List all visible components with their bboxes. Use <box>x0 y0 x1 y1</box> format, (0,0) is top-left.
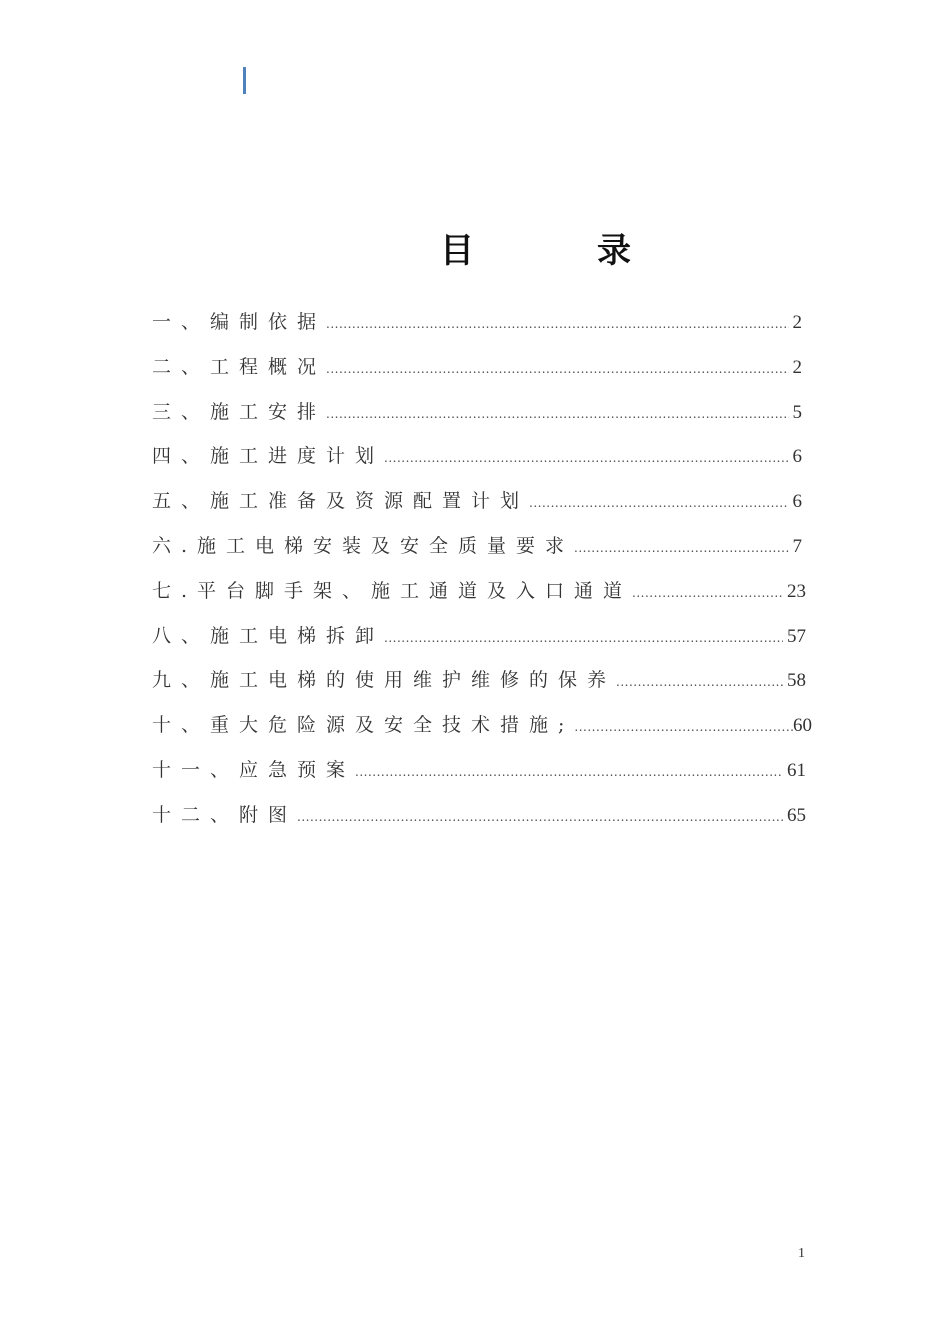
toc-entry-page: 7 <box>792 535 802 557</box>
toc-leader-dots <box>384 616 783 661</box>
toc-entry-label: 九、施工电梯的使用维护维修的保养 <box>152 669 617 692</box>
toc-title-part2: 录 <box>597 231 631 271</box>
toc-entry-page: 23 <box>787 580 806 602</box>
toc-entry-page: 5 <box>792 401 802 423</box>
toc-entry-7[interactable] <box>152 569 812 614</box>
toc-entry-label: 五、施工准备及资源配置计划 <box>152 490 530 513</box>
toc-entry-page: 61 <box>787 759 806 781</box>
toc-leader-dots <box>574 526 788 571</box>
toc-leader-dots <box>297 795 783 840</box>
toc-entry-8[interactable] <box>152 614 812 659</box>
toc-entry-label: 八、施工电梯拆卸 <box>152 624 385 647</box>
toc-entry-12[interactable] <box>152 793 812 838</box>
toc-leader-dots <box>529 481 788 526</box>
toc-entry-10[interactable] <box>152 703 812 748</box>
toc-entry-page: 65 <box>787 804 806 826</box>
toc-entry-page: 6 <box>792 491 802 513</box>
toc-entry-label: 十一、应急预案 <box>152 758 356 781</box>
toc-leader-dots <box>326 392 788 437</box>
toc-entry-label: 十二、附图 <box>152 803 298 826</box>
toc-entry-6[interactable] <box>152 524 812 569</box>
toc-leader-dots <box>326 347 788 392</box>
toc-leader-dots <box>616 660 783 705</box>
toc-entry-page: 2 <box>792 356 802 378</box>
toc-entry-11[interactable] <box>152 748 812 793</box>
toc-leader-dots <box>326 302 788 347</box>
toc-entry-4[interactable] <box>152 434 812 479</box>
text-cursor-mark <box>243 67 246 94</box>
toc-entry-label: 四、施工进度计划 <box>152 445 385 468</box>
toc-leader-dots <box>632 571 783 616</box>
toc-entry-page: 57 <box>787 625 806 647</box>
toc-title-part1: 目 <box>440 231 474 271</box>
toc-entry-label: 一、编制依据 <box>152 311 327 333</box>
toc-entry-1[interactable] <box>152 300 812 345</box>
toc-entry-page: 6 <box>792 446 802 468</box>
toc-entry-page: 58 <box>787 670 806 692</box>
toc-entry-page: 60 <box>793 715 812 737</box>
toc-entry-label: 七.平台脚手架、施工通道及入口通道 <box>152 579 633 602</box>
toc-entry-3[interactable] <box>152 390 812 435</box>
toc-entry-5[interactable] <box>152 479 812 524</box>
toc-leader-dots <box>355 750 783 795</box>
toc-list <box>152 300 812 838</box>
toc-leader-dots <box>384 436 788 481</box>
toc-entry-label: 十、重大危险源及安全技术措施; <box>152 714 575 737</box>
toc-entry-2[interactable] <box>152 345 812 390</box>
toc-entry-label: 三、施工安排 <box>152 400 327 423</box>
toc-leader-dots <box>574 705 793 750</box>
toc-entry-label: 六.施工电梯安装及安全质量要求 <box>152 534 575 557</box>
page-number: 1 <box>798 1246 805 1261</box>
toc-title <box>0 226 950 276</box>
toc-entry-page: 2 <box>792 312 802 333</box>
toc-entry-9[interactable] <box>152 658 812 703</box>
toc-entry-label: 二、工程概况 <box>152 355 327 378</box>
